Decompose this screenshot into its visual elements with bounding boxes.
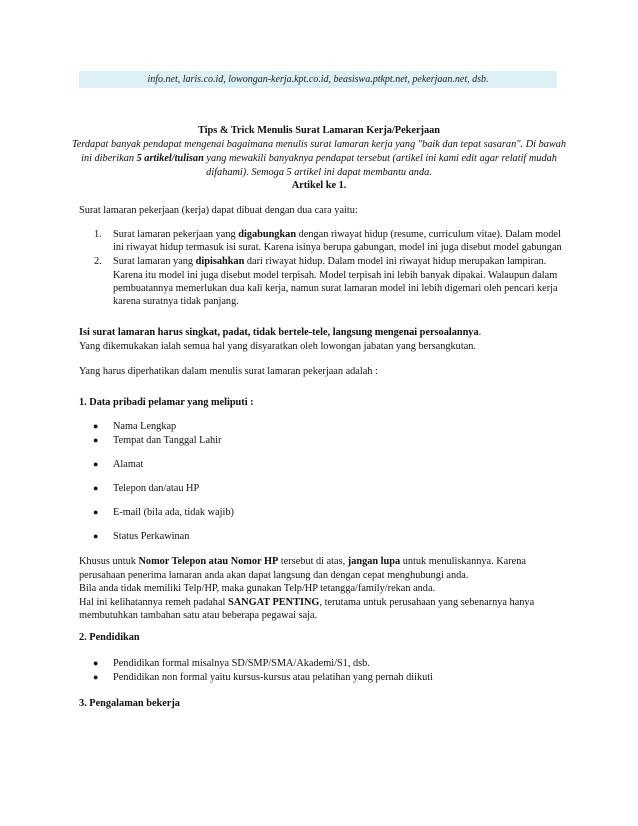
section-heading-education: 2. Pendidikan [79, 632, 140, 643]
paragraph-ways: Surat lamaran pekerjaan (kerja) dapat dibuat dengan dua cara yaitu: [79, 205, 358, 216]
document-page: info.net, laris.co.id, lowongan-kerja.kpt.co.id, beasiswa.ptkpt.net, pekerjaan.net, dsb. Tips & Trick Menulis Surat Lamaran Kerja/Pekerjaan Terdapat banyak pendapat mengenai bagaimana menulis surat lamaran kerja yang "baik dan tepat sasaran". Di bawah ini diberikan 5 artikel/tulisan yang mewakili banyaknya pendapat tersebut (artikel ini kami edit agar relatif mudah difahami). Semoga 5 artikel ini dapat membantu anda. Artikel ke 1. Surat lamaran pekerjaan (kerja) dapat dibuat dengan dua cara yaitu: 1. Surat lamaran pekerjaan yang digabungkan dengan riwayat hidup (resume, curriculum vitae). Dalam model ini riwayat hidup termasuk isi surat. Karena isinya berupa gabungan, model ini juga disebut model gabungan 2. Surat lamaran yang dipisahkan dari riwayat hidup. Dalam model ini riwayat hidup merupakan lampiran. Karena itu model ini juga disebut model terpisah. Model terpisah ini lebih banyak dipakai. Walaupun dalam pembuatannya memerlukan dua kali kerja, namun surat lamaran model ini lebih digemari oleh pencari kerja karena suratnya tidak panjang. Isi surat lamaran harus singkat, padat, tidak bertele-tele, langsung mengenai persoalannya. Yang dikemukakan ialah semua hal yang disyaratkan oleh lowongan jabatan yang bersangkutan. Yang harus diperhatikan dalam menulis surat lamaran pekerjaan adalah : 1. Data pribadi pelamar yang meliputi : ● Nama Lengkap ● Tempat dan Tanggal Lahir ● Alamat ● Telepon dan/atau HP ● E-mail (bila ada, tidak wajib) ● Status Perkawinan Khusus untuk Nomor Telepon atau Nomor HP tersebut di atas, jangan lupa untuk menuliskannya. Karena perusahaan penerima lamaran anda akan dapat langsung dan dengan cepat menghubungi anda. Bila anda tidak memiliki Telp/HP, maka gunakan Telp/HP tetangga/family/rekan anda. Hal ini kelihatannya remeh padahal SANGAT PENTING, terutama untuk perusahaan yang sebenarnya hanya membutuhkan tambahan satu atau beberapa pegawai saja. 2. Pendidikan ● Pendidikan formal misalnya SD/SMP/SMA/Akademi/S1, dsb. ● Pendidikan non formal yaitu kursus-kursus atau pelatihan yang pernah diikuti 3. Pengalaman bekerja [0, 0, 638, 826]
article-heading: Artikel ke 1. [291, 180, 347, 191]
source-banner: info.net, laris.co.id, lowongan-kerja.kpt.co.id, beasiswa.ptkpt.net, pekerjaan.net, dsb. [79, 71, 557, 88]
paragraph-attention: Yang harus diperhatikan dalam menulis surat lamaran pekerjaan adalah : [79, 366, 378, 377]
bullet-icon: ● [93, 531, 99, 541]
paragraph-content-rule: Isi surat lamaran harus singkat, padat, tidak bertele-tele, langsung mengenai persoalannya. Yang dikemukakan ialah semua hal yang disyaratkan oleh lowongan jabatan yang bersangkutan. [79, 327, 482, 352]
intro-bold: 5 artikel/tulisan [136, 153, 204, 164]
paragraph-phone-note: Khusus untuk Nomor Telepon atau Nomor HP tersebut di atas, jangan lupa untuk menuliskannya. Karena perusahaan penerima lamaran anda akan dapat langsung dan dengan cepat menghubungi anda. Bila anda tidak memiliki Telp/HP, maka gunakan Telp/HP tetangga/family/rekan anda. Hal ini kelihatannya remeh padahal SANGAT PENTING, terutama untuk perusahaan yang sebenarnya hanya membutuhkan tambahan satu atau beberapa pegawai saja. [79, 556, 535, 621]
bullet-icon: ● [93, 459, 99, 469]
list-item: 1. Surat lamaran pekerjaan yang digabungkan dengan riwayat hidup (resume, curriculum vitae). Dalam model ini riwayat hidup termasuk isi surat. Karena isinya berupa gabungan, model ini juga disebut model gabungan [94, 229, 562, 254]
intro-post: yang mewakili banyaknya pendapat tersebut (artikel ini kami edit agar relatif mudah difahami). Semoga 5 artikel ini dapat membantu anda. [203, 153, 557, 178]
bullet-icon: ● [93, 435, 99, 445]
bullet-icon: ● [93, 658, 99, 668]
list-number: 1. [94, 229, 102, 240]
section-heading-experience: 3. Pengalaman bekerja [79, 698, 180, 709]
intro-pre: Terdapat banyak pendapat mengenai bagaimana menulis surat lamaran kerja yang "baik dan tepat sasaran". Di bawah ini diberikan [71, 139, 567, 164]
list-number: 2. [94, 256, 102, 268]
bullet-icon: ● [93, 507, 99, 517]
bullet-icon: ● [93, 672, 99, 682]
intro-paragraph [70, 138, 568, 180]
bullet-icon: ● [93, 421, 99, 431]
ways-list [79, 228, 565, 308]
section-heading-personal: 1. Data pribadi pelamar yang meliputi : [79, 397, 254, 408]
bullet-icon: ● [93, 483, 99, 493]
list-item: 2. Surat lamaran yang dipisahkan dari riwayat hidup. Dalam model ini riwayat hidup merupakan lampiran. Karena itu model ini juga disebut model terpisah. Model terpisah ini lebih banyak dipakai. Walaupun dalam pembuatannya memerlukan dua kali kerja, namun surat lamaran model ini lebih digemari oleh pencari kerja karena suratnya tidak panjang. [94, 256, 558, 308]
document-title: Tips & Trick Menulis Surat Lamaran Kerja/Pekerjaan [198, 125, 440, 136]
